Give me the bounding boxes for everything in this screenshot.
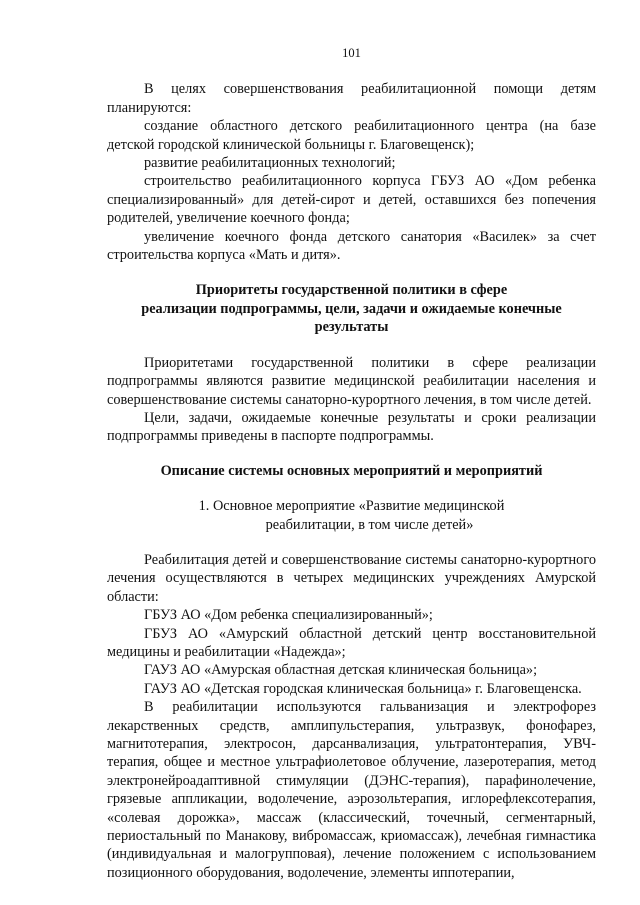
intro-paragraph: строительство реабилитационного корпуса ГБУЗ АО «Дом ребенка специализированный» для детей-сирот и детей, оставшихся без попечения родителей, увеличение коечного фонда; xyxy=(107,173,596,227)
intro-paragraph: увеличение коечного фонда детского санатория «Василек» за счет строительства корпуса «Мать и дитя». xyxy=(107,228,596,264)
priorities-paragraph: Цели, задачи, ожидаемые конечные результаты и сроки реализации подпрограммы приведены в паспорте подпрограммы. xyxy=(107,409,596,445)
priorities-heading-line3: результаты xyxy=(314,319,389,336)
institution-item: ГБУЗ АО «Дом ребенка специализированный»; xyxy=(144,607,433,624)
intro-paragraph: В целях совершенствования реабилитационной помощи детям планируются: xyxy=(107,81,596,116)
event-1-title-line1: 1. Основное мероприятие «Развитие медицинской xyxy=(198,498,505,515)
intro-paragraph: развитие реабилитационных технологий; xyxy=(144,155,396,172)
intro-block xyxy=(107,80,596,264)
system-heading: Описание системы основных мероприятий и мероприятий xyxy=(160,462,543,479)
intro-paragraph: создание областного детского реабилитационного центра (на базе детской городской клинической больницы г. Благовещенск); xyxy=(107,118,596,153)
event-1-title-line2: реабилитации, в том числе детей» xyxy=(265,516,474,533)
priorities-heading-line2: реализации подпрограммы, цели, задачи и ожидаемые конечные xyxy=(141,300,562,317)
event-1-paragraph: Реабилитация детей и совершенствование системы санаторно-курортного лечения осуществляются в четырех медицинских учреждениях Амурской области: xyxy=(107,551,596,605)
event-1-paragraph: В реабилитации используются гальванизация и электрофорез лекарственных средств, амплипульстерапия, ультразвук, фонофарез, магнитотерапия, электросон, дарсанвализация, ультратонтерапия, УВЧ-терапия, общее и местное ультрафиолетовое облучение, лазеротерапия, метод электронейроадаптивной стимуляции (ДЭНС-терапия), парафинолечение, грязевые аппликации, водолечение, аэрозольтерапия, иглорефлексотерапия, «солевая дорожка», массаж (классический, точечный, сегментарный, периостальный по Манакову, вибромассаж, криомассаж), лечебная гимнастика (индивидуальная и малогрупповая), лечение положением с использованием позиционного оборудования, водолечение, элементы иппотерапии, xyxy=(107,699,596,881)
page-number: 101 xyxy=(342,46,361,60)
priorities-heading-line1: Приоритеты государственной политики в сфере xyxy=(195,282,508,299)
priorities-paragraph: Приоритетами государственной политики в сфере реализации подпрограммы являются развитие медицинской реабилитации населения и совершенствование системы санаторно-курортного лечения, в том числе детей. xyxy=(107,354,596,408)
institution-item: ГБУЗ АО «Амурский областной детский центр восстановительной медицины и реабилитации «Надежда»; xyxy=(107,625,596,660)
priorities-heading xyxy=(107,281,596,336)
event-1-title xyxy=(107,497,596,534)
institution-item: ГАУЗ АО «Детская городская клиническая больница» г. Благовещенска. xyxy=(144,680,582,697)
institution-item: ГАУЗ АО «Амурская областная детская клиническая больница»; xyxy=(144,662,538,679)
